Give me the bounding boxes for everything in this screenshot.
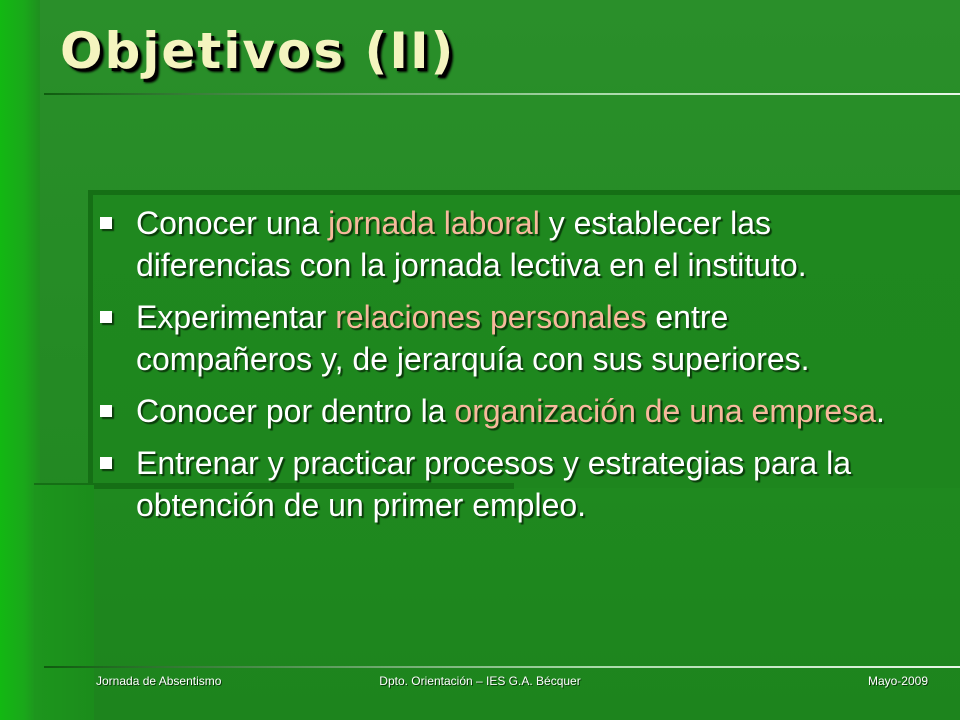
square-bullet-icon bbox=[100, 405, 112, 417]
bullet-text: y establecer las diferencias con la jornada lectiva en el instituto. bbox=[136, 205, 807, 283]
bullet-text: Conocer por dentro la bbox=[136, 393, 455, 429]
bullet-text: . bbox=[876, 393, 885, 429]
square-bullet-icon bbox=[100, 457, 112, 469]
bullet-highlight: organización de una empresa bbox=[454, 393, 877, 429]
square-bullet-icon bbox=[100, 217, 112, 229]
title-divider bbox=[44, 93, 960, 95]
bullet-text: Conocer una bbox=[136, 205, 329, 241]
square-bullet-icon bbox=[100, 311, 112, 323]
footer-right: Mayo-2009 bbox=[867, 674, 928, 688]
slide-title: Objetivos (II) bbox=[60, 22, 456, 80]
bullet-text: entre compañeros y, de jerarquía con sus superiores. bbox=[136, 299, 810, 377]
bullet-highlight: jornada laboral bbox=[328, 205, 540, 241]
bullet-text: Entrenar y practicar procesos y estrategias para la obtención de un primer empleo. bbox=[136, 445, 851, 523]
footer-center: Dpto. Orientación – IES G.A. Bécquer bbox=[379, 674, 581, 688]
footer-divider bbox=[44, 666, 960, 668]
bullet-item bbox=[100, 442, 900, 526]
bullet-text: Experimentar bbox=[136, 299, 336, 335]
footer-left: Jornada de Absentismo bbox=[96, 674, 222, 688]
bullet-item bbox=[100, 296, 900, 380]
bullet-item bbox=[100, 202, 900, 286]
bullet-item bbox=[100, 390, 900, 432]
bullet-list bbox=[100, 202, 900, 536]
bullet-highlight: relaciones personales bbox=[335, 299, 647, 335]
